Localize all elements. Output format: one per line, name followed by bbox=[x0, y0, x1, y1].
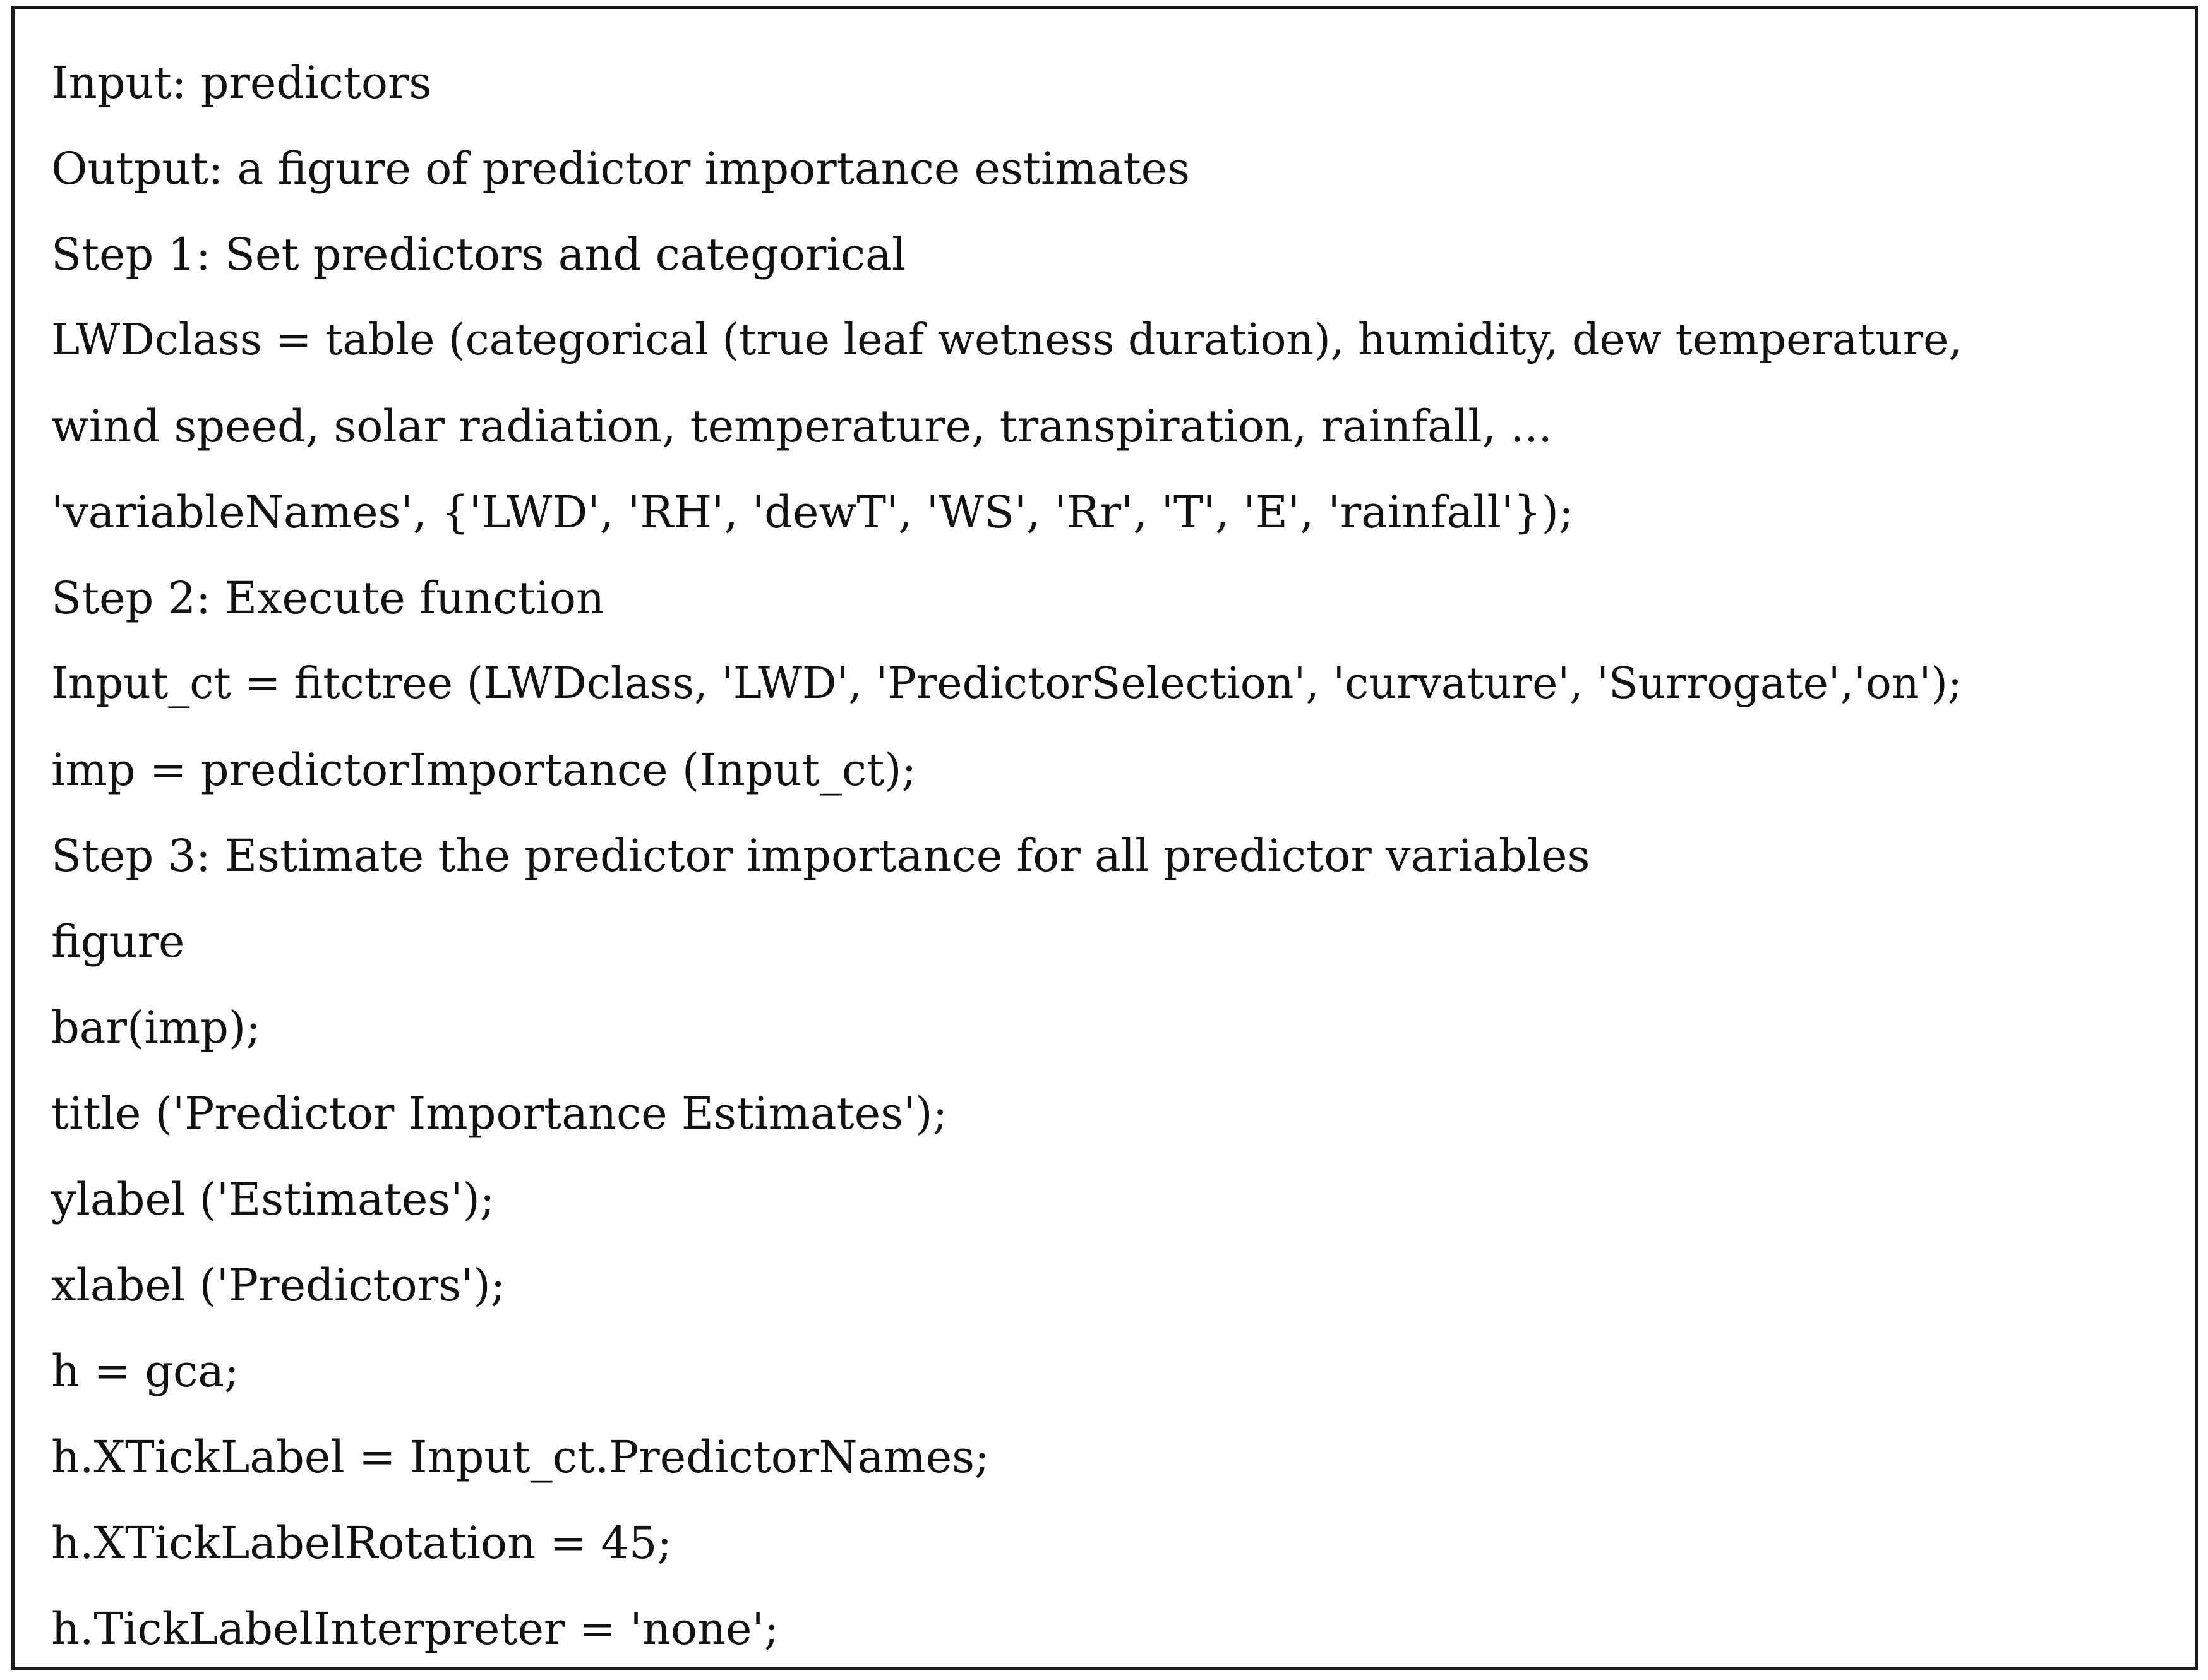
algorithm-lines bbox=[51, 40, 2186, 1672]
line-step-1: Step 1: Set predictors and categorical bbox=[51, 229, 906, 280]
line-xticklabel: h.XTickLabel = Input_ct.PredictorNames; bbox=[51, 1431, 990, 1483]
line-ylabel: ylabel ('Estimates'); bbox=[51, 1173, 495, 1225]
line-bar: bar(imp); bbox=[51, 1002, 261, 1053]
line-predictor-importance: imp = predictorImportance (Input_ct); bbox=[51, 744, 917, 796]
line-variable-names: 'variableNames', {'LWD', 'RH', 'dewT', 'WS', 'Rr', 'T', 'E', 'rainfall'}); bbox=[51, 486, 1574, 538]
line-lwdclass-table: LWDclass = table (categorical (true leaf wetness duration), humidity, dew temperature, bbox=[51, 315, 1962, 365]
line-fitctree: Input_ct = fitctree (LWDclass, 'LWD', 'PredictorSelection', 'curvature', 'Surrogate','on'); bbox=[51, 659, 1962, 709]
line-input: Input: predictors bbox=[51, 57, 432, 109]
line-xlabel: xlabel ('Predictors'); bbox=[51, 1259, 506, 1311]
line-title: title ('Predictor Importance Estimates'); bbox=[51, 1088, 948, 1139]
line-figure: figure bbox=[51, 916, 185, 968]
line-table-variables: wind speed, solar radiation, temperature, transpiration, rainfall, ... bbox=[51, 400, 1552, 452]
line-output: Output: a figure of predictor importance estimates bbox=[51, 143, 1191, 195]
line-xticklabel-rotation: h.XTickLabelRotation = 45; bbox=[51, 1517, 672, 1569]
line-ticklabel-interpreter: h.TickLabelInterpreter = 'none'; bbox=[51, 1603, 779, 1655]
line-step-2: Step 2: Execute function bbox=[51, 572, 605, 624]
line-step-3: Step 3: Estimate the predictor importance for all predictor variables bbox=[51, 830, 1590, 882]
line-gca: h = gca; bbox=[51, 1345, 239, 1397]
algorithm-box bbox=[11, 6, 2198, 1670]
